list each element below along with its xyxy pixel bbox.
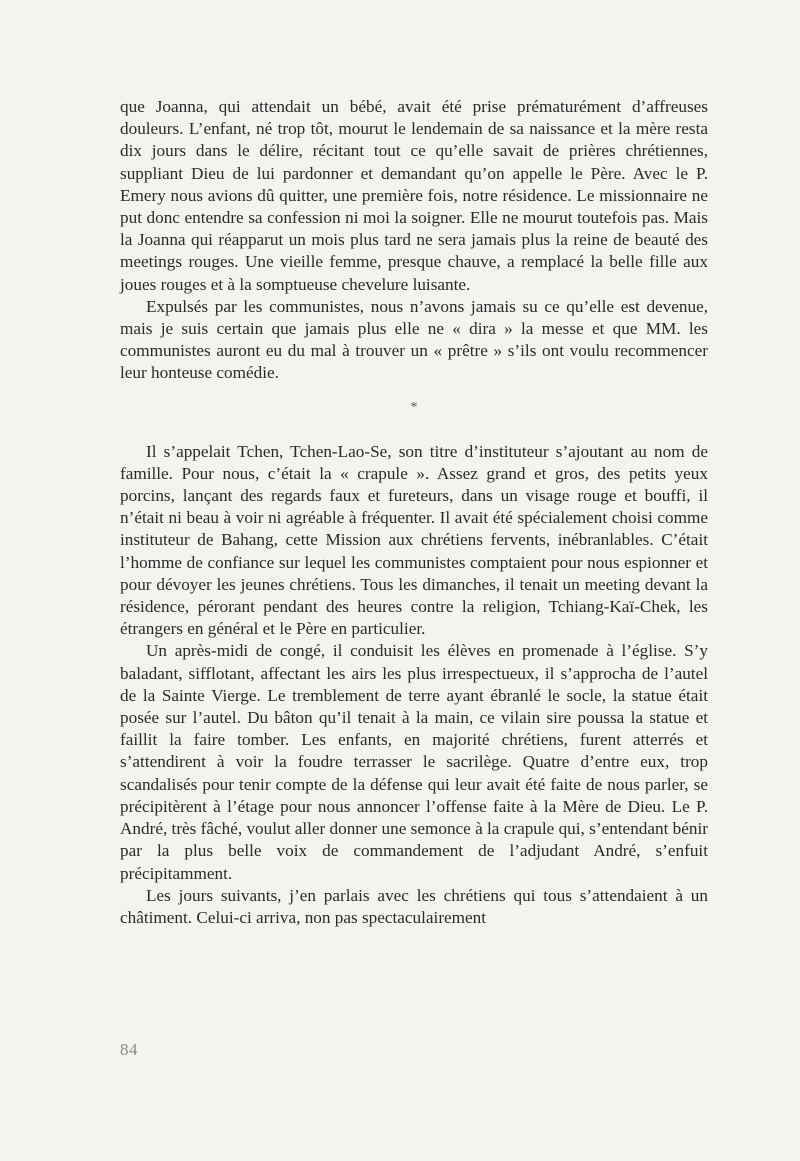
paragraph: Un après-midi de congé, il conduisit les élèves en promenade à l’église. S’y baladant, sifflotant, affectant les airs les plus irrespectueux, il s’approcha de l’autel de la Sainte Vierge. Le tremblement de terre ayant ébranlé le socle, la statue était posée sur l’autel. Du bâton qu’il tenait à la main, ce vilain sire poussa la statue et faillit la faire tomber. Les enfants, en majorité chrétiens, furent atterrés et s’attendirent à voir la foudre terrasser le sacrilège. Quatre d’entre eux, trop scandalisés pour tenir compte de la défense qui leur avait été faite de nous parler, se précipitèrent à l’étage pour nous annoncer l’offense faite à la Mère de Dieu. Le P. André, très fâché, voulut aller donner une semonce à la crapule qui, s’entendant bénir par la plus belle voix de commandement de l’adjudant André, s’enfuit précipitamment. xyxy=(120,641,708,883)
paragraph: Il s’appelait Tchen, Tchen-Lao-Se, son titre d’instituteur s’ajoutant au nom de famille. Pour nous, c’était la « crapule ». Assez grand et gros, des petits yeux porcins, lançant des regards faux et fureteurs, dans un visage rouge et bouffi, il n’était ni beau à voir ni agréable à fréquenter. Il avait été spécialement choisi comme instituteur de Bahang, cette Mission aux chrétiens fervents, inébranlables. C’était l’homme de confiance sur lequel les communistes comptaient pour nous espionner et pour dévoyer les jeunes chrétiens. Tous les dimanches, il tenait un meeting devant la résidence, pérorant pendant des heures contre la religion, Tchiang-Kaï-Chek, les étrangers en général et le Père en particulier. xyxy=(120,441,708,639)
section-separator: * xyxy=(410,399,418,415)
paragraph: Les jours suivants, j’en parlais avec les chrétiens qui tous s’attendaient à un châtiment. Celui-ci arriva, non pas spectaculairement xyxy=(120,885,708,927)
page-number: 84 xyxy=(120,1040,138,1059)
page-body xyxy=(120,96,708,929)
paragraph: Expulsés par les communistes, nous n’avons jamais su ce qu’elle est devenue, mais je suis certain que jamais plus elle ne « dira » la messe et que MM. les communistes auront eu du mal à trouver un « prêtre » s’ils ont voulu recommencer leur honteuse comédie. xyxy=(120,296,708,383)
paragraph: que Joanna, qui attendait un bébé, avait été prise prématurément d’affreuses douleurs. L’enfant, né trop tôt, mourut le lendemain de sa naissance et la mère resta dix jours dans le délire, récitant tout ce qu’elle savait de prières chrétiennes, suppliant Dieu de lui pardonner et demandant qu’on appelle le Père. Avec le P. Emery nous avions dû quitter, une première fois, notre résidence. Le missionnaire ne put donc entendre sa confession ni moi la soigner. Elle ne mourut toutefois pas. Mais la Joanna qui réapparut un mois plus tard ne sera jamais plus la reine de beauté des meetings rouges. Une vieille femme, presque chauve, a remplacé la belle fille aux joues rouges et à la somptueuse chevelure luisante. xyxy=(120,97,708,294)
